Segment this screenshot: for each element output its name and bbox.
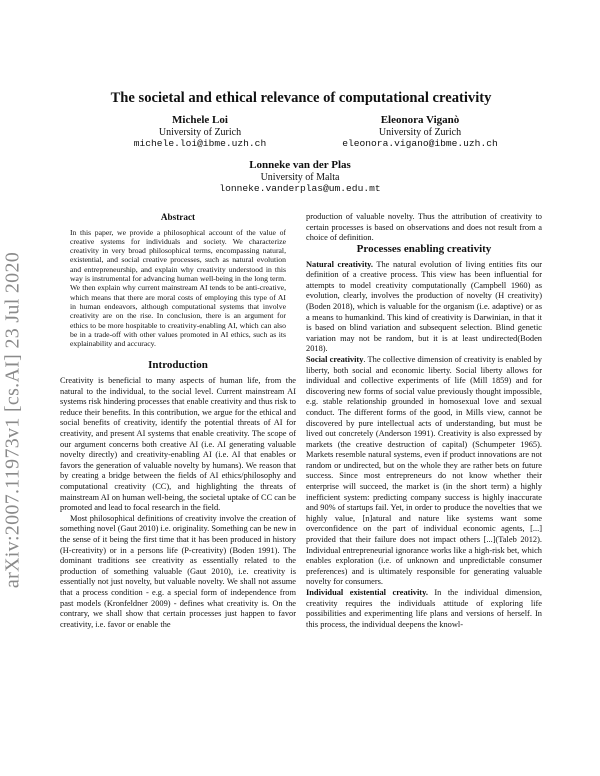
introduction-heading: Introduction — [148, 359, 208, 372]
abstract-text: In this paper, we provide a philosophical account of the value of creative systems for individuals and society. We characterize creativity in very broad philosophical terms, encompassing natural, existential, and social creative processes, such as natural evolution and entrepreneurship, and explain why creativity understood in this way is instrumental for advancing human well-being in the long term. We then explain why current mainstream AI tends to be anti-creative, which means that there are moral costs of employing this type of AI in human endeavors, although computational systems that involve creativity are on the rise. In conclusion, there is an argument for ethics to be more hospitable to creativity-enabling AI, which can also be in a trade-off with other values promoted in AI ethics, such as its explainability and accuracy. — [70, 227, 286, 349]
natural-creativity-label: Natural creativity. — [306, 259, 373, 269]
author-email: eleonora.vigano@ibme.uzh.ch — [342, 138, 498, 149]
intro-paragraph-2: Most philosophical definitions of creativity involve the creation of something novel (Gaut 2010) i.e. originality. Something can be new in the sense of it being the first time that it has been produced in history (H-creativity) or in a persons life (P-creativity) (Boden 1991). The dominant traditions see creativity as essentially related to the production of something valuable (Gaut 2010), i.e. creativity is essentially not just novelty, but valuable novelty. We shall not assume that a process condition - e.g. a special form of independence from past models (Kronfeldner 2009) - defines what creativity is. On the contrary, we shall show that certain processes just happen to favor creativity, i.e. favor or enable the — [60, 513, 297, 629]
natural-creativity-text: The natural evolution of living entities fits our definition of a creative process. This view has been influential for attempts to model creativity computationally (Campbell 1960) as evolution, clearly, involves the production of novelty (H creativity) (Boden 2018), which is valuable for the organism (i.e. adaptive) or as a means to humankind. This kind of creativity is Darwinian, in that it is based on blind variation and subsequent selection. Blind genetic variation may not be random, but it is at least undirected(Boden 2018). — [306, 259, 542, 354]
author-affiliation: University of Malta — [260, 171, 340, 183]
author-name: Michele Loi — [172, 114, 228, 126]
author-affiliation: University of Zurich — [158, 126, 242, 138]
arxiv-identifier — [0, 185, 26, 655]
runon-paragraph: production of valuable novelty. Thus the attribution of creativity to certain processes is based on observations and does not result from a choice of definition. — [306, 212, 542, 243]
existential-creativity-label: Individual existential creativity. — [306, 588, 428, 597]
author-block-2 — [315, 115, 525, 150]
natural-creativity-paragraph — [306, 260, 542, 355]
existential-creativity-text: In the individual dimension, creativity requires the individuals attitude of exploring life possibilities and experimenting life plans and versions of herself. In this process, the individual deepens the knowl- — [306, 588, 542, 629]
author-block-3 — [200, 160, 400, 195]
author-affiliation: University of Zurich — [378, 126, 462, 138]
author-email: lonneke.vanderplas@um.edu.mt — [219, 183, 381, 194]
author-name: Eleonora Viganò — [380, 114, 460, 126]
author-block-1 — [100, 115, 300, 150]
social-creativity-text: . The collective dimension of creativity is enabled by liberty, both social and economic liberty. Social liberty allows for individual and collective experiments of life (Mill 1859) and for discovering new forms of social value previously thought impossible, e.g. stable relationship grounded in homosexual love and sexual conduct. The different forms of the good, in Mills view, cannot be discovered by pure intellectual acts of understanding, but must be lived out concretely (Anderson 1991). Creativity is also expressed by markets (the creative destruction of capital) (Schumpeter 1965). Markets resemble natural systems, even if product innovations are not random or undirected, but on the whole they are rather bets on future success. Since most entrepreneurs do not know whether their enterprise will succeed, the market is (in the short term) a highly inefficient system: predicting company success is highly inaccurate and 90% of startups fail. Yet, in order to produce the novelties that we highly value, [n]atural and nature like systems want some overconfidence on the part of individual economic agents, [...] provided that their failure does not impact others [...](Taleb 2012). Individual entrepreneurial ignorance works like a high-risk bet, which enables exploration (i.e. of unknown and unpredictable consumer preferences) and is ultimately responsible for generating valuable novelty for consumers. — [306, 354, 542, 587]
processes-heading: Processes enabling creativity — [356, 243, 492, 255]
existential-creativity-paragraph — [306, 588, 542, 630]
author-name: Lonneke van der Plas — [249, 159, 351, 171]
right-column — [306, 238, 542, 630]
arxiv-identifier-text: arXiv:2007.11973v1 [cs.AI] 23 Jul 2020 — [1, 251, 24, 589]
paper-title: The societal and ethical relevance of computational creativity — [110, 90, 492, 106]
left-column — [60, 212, 296, 630]
intro-paragraph-1: Creativity is beneficial to many aspects of human life, from the natural to the individual, to the social level. Current mainstream AI systems risk hindering processes that enable creativity and thus risk to reduce their benefits. In this contribution, we argue for the ethical and social benefits of creativity, identify the potential threats of AI for creativity, and present AI systems that enable creativity. The scope of our argument concerns both creative AI (i.e. AI generating valuable novelty directly) and creativity-enabling AI (i.e. AI that enables or favors the generation of valuable novelty by humans). We reason that by creating a bridge between the fields of AI ethics/philosophy and computational creativity (CC), and highlighting the threats of mainstream AI on human well-being, the societal uptake of CC can be promoted and lead to focal research in the field. — [60, 376, 296, 513]
social-creativity-label: Social creativity — [306, 354, 364, 364]
abstract-heading: Abstract — [160, 212, 196, 222]
social-creativity-paragraph — [306, 355, 542, 588]
author-email: michele.loi@ibme.uzh.ch — [133, 138, 267, 149]
